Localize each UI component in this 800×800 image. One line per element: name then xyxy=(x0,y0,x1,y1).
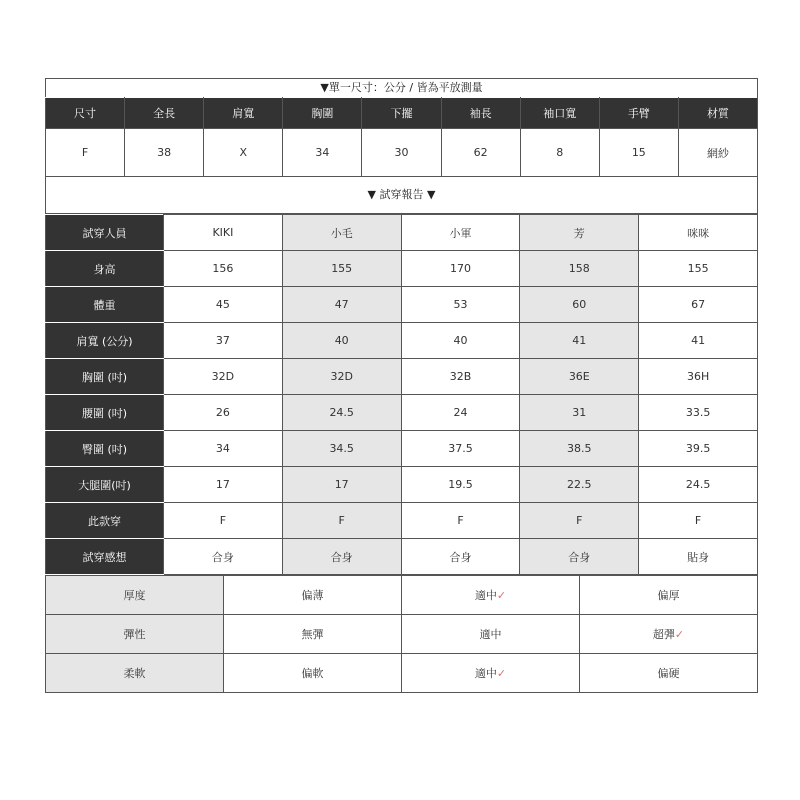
fit-cell: 合身 xyxy=(401,539,520,575)
checkmark-icon: ✓ xyxy=(496,589,507,602)
fit-cell: F xyxy=(164,503,283,539)
feel-option xyxy=(224,615,402,654)
fit-row-label: 體重 xyxy=(46,287,164,323)
fit-row xyxy=(46,395,758,431)
fit-row xyxy=(46,359,758,395)
size-value-cell: 30 xyxy=(362,129,441,177)
feel-option-label: 偏厚 xyxy=(657,589,680,602)
fit-cell: 60 xyxy=(520,287,639,323)
fit-row-label: 大腿圍(吋) xyxy=(46,467,164,503)
size-caption: ▼單一尺寸：公分 / 皆為平放測量 xyxy=(45,78,758,97)
feel-row xyxy=(46,615,758,654)
feel-option xyxy=(224,654,402,693)
fit-cell: 34.5 xyxy=(282,431,401,467)
size-header-cell: 尺寸 xyxy=(46,98,125,129)
feel-option xyxy=(580,576,758,615)
fit-cell: 36E xyxy=(520,359,639,395)
fit-cell: 39.5 xyxy=(639,431,758,467)
fit-row-label: 身高 xyxy=(46,251,164,287)
feel-row-label: 柔軟 xyxy=(46,654,224,693)
fit-cell: 40 xyxy=(282,323,401,359)
fit-cell: 32D xyxy=(164,359,283,395)
size-header-cell: 袖長 xyxy=(441,98,520,129)
size-header-cell: 肩寬 xyxy=(204,98,283,129)
size-value-cell: 34 xyxy=(283,129,362,177)
fit-row-label: 腰圍 (吋) xyxy=(46,395,164,431)
size-value-row xyxy=(46,129,758,177)
size-value-cell: 38 xyxy=(125,129,204,177)
feel-row xyxy=(46,576,758,615)
checkmark-icon: ✓ xyxy=(674,628,685,641)
size-value-cell: 8 xyxy=(520,129,599,177)
feel-option-label: 適中 xyxy=(479,628,502,641)
fit-cell: 158 xyxy=(520,251,639,287)
fit-cell: 45 xyxy=(164,287,283,323)
size-header-cell: 胸圍 xyxy=(283,98,362,129)
fit-cell: 155 xyxy=(639,251,758,287)
fit-cell: 34 xyxy=(164,431,283,467)
size-value-cell: 15 xyxy=(599,129,678,177)
fit-row xyxy=(46,539,758,575)
fit-row-label: 試穿感想 xyxy=(46,539,164,575)
size-header-cell: 材質 xyxy=(678,98,757,129)
fit-cell: 24 xyxy=(401,395,520,431)
checkmark-icon: ✓ xyxy=(496,667,507,680)
fit-cell: F xyxy=(401,503,520,539)
feel-option xyxy=(224,576,402,615)
size-chart xyxy=(45,78,758,693)
fit-cell: 小軍 xyxy=(401,215,520,251)
fit-cell: 37 xyxy=(164,323,283,359)
fit-cell: 41 xyxy=(639,323,758,359)
fit-cell: 貼身 xyxy=(639,539,758,575)
size-value-cell: 網紗 xyxy=(678,129,757,177)
fit-report-table xyxy=(45,214,758,575)
fit-cell: 24.5 xyxy=(282,395,401,431)
feel-row-label: 彈性 xyxy=(46,615,224,654)
size-header-cell: 全長 xyxy=(125,98,204,129)
size-header-row xyxy=(46,98,758,129)
fit-cell: 小毛 xyxy=(282,215,401,251)
feel-row-label: 厚度 xyxy=(46,576,224,615)
fit-cell: 67 xyxy=(639,287,758,323)
fit-cell: 芳 xyxy=(520,215,639,251)
feel-option-label: 偏軟 xyxy=(301,667,324,680)
fit-cell: 53 xyxy=(401,287,520,323)
fit-cell: 47 xyxy=(282,287,401,323)
fit-row-label: 胸圍 (吋) xyxy=(46,359,164,395)
fit-cell: KIKI xyxy=(164,215,283,251)
fit-cell: 31 xyxy=(520,395,639,431)
feel-option xyxy=(402,576,580,615)
feel-option-label: 適中 xyxy=(474,589,497,602)
feel-option xyxy=(580,615,758,654)
feel-option-label: 無彈 xyxy=(301,628,324,641)
feel-option xyxy=(402,654,580,693)
fit-cell: 合身 xyxy=(282,539,401,575)
size-table xyxy=(45,97,758,177)
fit-cell: 36H xyxy=(639,359,758,395)
fit-cell: 17 xyxy=(164,467,283,503)
fit-cell: 合身 xyxy=(164,539,283,575)
fit-cell: 22.5 xyxy=(520,467,639,503)
fit-cell: 170 xyxy=(401,251,520,287)
fit-row-label: 此款穿 xyxy=(46,503,164,539)
fit-cell: 156 xyxy=(164,251,283,287)
fit-row xyxy=(46,287,758,323)
fabric-feel-table xyxy=(45,575,758,693)
fit-cell: 40 xyxy=(401,323,520,359)
fit-row xyxy=(46,503,758,539)
fit-cell: F xyxy=(639,503,758,539)
size-value-cell: 62 xyxy=(441,129,520,177)
feel-option-label: 偏硬 xyxy=(657,667,680,680)
fit-row-label: 試穿人員 xyxy=(46,215,164,251)
fit-cell: 24.5 xyxy=(639,467,758,503)
fit-cell: 37.5 xyxy=(401,431,520,467)
fit-cell: F xyxy=(282,503,401,539)
fit-cell: 38.5 xyxy=(520,431,639,467)
fit-report-banner: ▼ 試穿報告 ▼ xyxy=(45,177,758,214)
fit-cell: 26 xyxy=(164,395,283,431)
size-value-cell: X xyxy=(204,129,283,177)
fit-row xyxy=(46,215,758,251)
size-header-cell: 下擺 xyxy=(362,98,441,129)
fit-cell: 41 xyxy=(520,323,639,359)
size-value-cell: F xyxy=(46,129,125,177)
feel-row xyxy=(46,654,758,693)
fit-row-label: 臀圍 (吋) xyxy=(46,431,164,467)
size-header-cell: 袖口寬 xyxy=(520,98,599,129)
fit-cell: 32B xyxy=(401,359,520,395)
fit-row xyxy=(46,323,758,359)
fit-cell: 155 xyxy=(282,251,401,287)
fit-cell: 17 xyxy=(282,467,401,503)
fit-row xyxy=(46,467,758,503)
feel-option xyxy=(580,654,758,693)
feel-option-label: 適中 xyxy=(474,667,497,680)
fit-cell: 合身 xyxy=(520,539,639,575)
fit-row xyxy=(46,251,758,287)
fit-cell: 33.5 xyxy=(639,395,758,431)
feel-option-label: 超彈 xyxy=(652,628,675,641)
fit-cell: 32D xyxy=(282,359,401,395)
fit-row xyxy=(46,431,758,467)
feel-option xyxy=(402,615,580,654)
size-header-cell: 手臂 xyxy=(599,98,678,129)
fit-row-label: 肩寬 (公分) xyxy=(46,323,164,359)
feel-option-label: 偏薄 xyxy=(301,589,324,602)
fit-cell: F xyxy=(520,503,639,539)
fit-cell: 咪咪 xyxy=(639,215,758,251)
fit-cell: 19.5 xyxy=(401,467,520,503)
